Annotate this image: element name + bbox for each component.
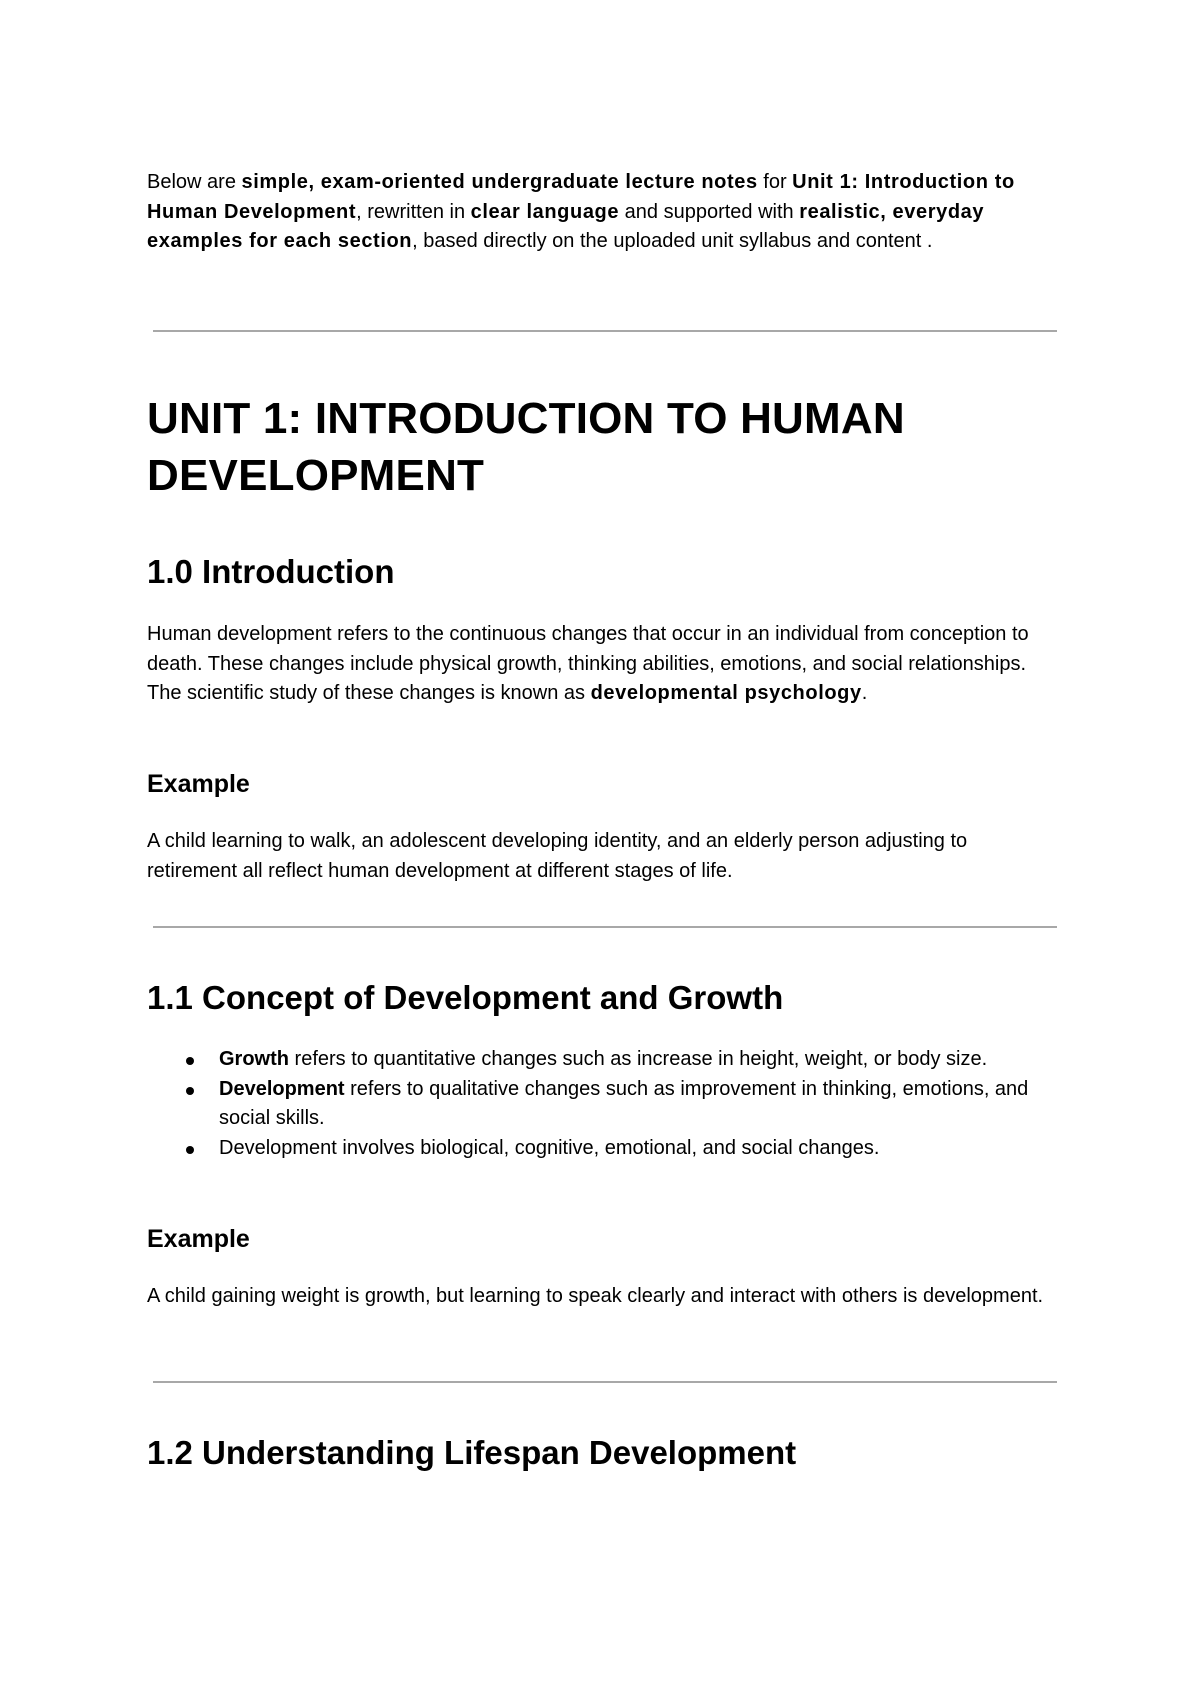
divider-2	[153, 926, 1057, 928]
bullet-text: refers to quantitative changes such as increase in height, weight, or body size.	[289, 1048, 988, 1070]
section-heading-1-2: 1.2 Understanding Lifespan Development	[147, 1434, 797, 1471]
list-item	[147, 1134, 1057, 1164]
divider-3	[153, 1381, 1057, 1383]
section-1-0-paragraph	[147, 620, 1057, 709]
section-1-0-end: .	[861, 682, 868, 704]
section-1-0-bold-term: developmental psychology	[590, 682, 862, 704]
intro-paragraph	[147, 168, 1057, 257]
divider-1	[153, 330, 1057, 332]
bullet-text: refers to qualitative changes such as improvement in thinking, emotions, and social skills.	[219, 1077, 1029, 1129]
section-heading-1-1: 1.1 Concept of Development and Growth	[147, 979, 784, 1016]
section-1-0-text: Human development refers to the continuous changes that occur in an individual from conception to death. These changes include physical growth, thinking abilities, emotions, and social relationships. The scientific study of these changes is known as	[147, 623, 1029, 704]
bullet-bold: Development	[219, 1077, 345, 1100]
bullet-bold: Growth	[219, 1048, 289, 1070]
example-heading-1-1: Example	[147, 1225, 250, 1253]
example-heading-1-0: Example	[147, 770, 250, 798]
intro-bold-1: simple, exam-oriented undergraduate lecture notes	[241, 171, 758, 193]
intro-text-5: , based directly on the uploaded unit syllabus and content .	[412, 230, 933, 252]
bullet-icon	[186, 1057, 194, 1065]
bullet-text: Development involves biological, cognitive, emotional, and social changes.	[219, 1136, 880, 1159]
unit-title: UNIT 1: INTRODUCTION TO HUMAN DEVELOPMENT	[147, 394, 905, 500]
bullet-icon	[186, 1087, 194, 1095]
intro-bold-2: Unit 1: Introduction to Human Development	[147, 171, 1015, 223]
list-item	[147, 1045, 1057, 1075]
intro-text-4: and supported with	[619, 200, 800, 223]
intro-bold-3: clear language	[470, 200, 620, 223]
example-text-1-0: A child learning to walk, an adolescent developing identity, and an elderly person adjusting to retirement all reflect human development at different stages of life.	[147, 830, 968, 882]
intro-bold-4: realistic, everyday examples for each section	[147, 200, 985, 252]
bullet-icon	[186, 1146, 194, 1154]
intro-text-2: for	[757, 171, 793, 193]
list-item	[147, 1075, 1057, 1134]
section-1-1-bullet-list	[147, 1045, 1057, 1163]
intro-text-1: Below are	[147, 171, 242, 193]
intro-text-3: , rewritten in	[356, 200, 471, 223]
example-text-1-1: A child gaining weight is growth, but learning to speak clearly and interact with others is development.	[147, 1285, 1044, 1307]
section-heading-1-0: 1.0 Introduction	[147, 553, 395, 590]
